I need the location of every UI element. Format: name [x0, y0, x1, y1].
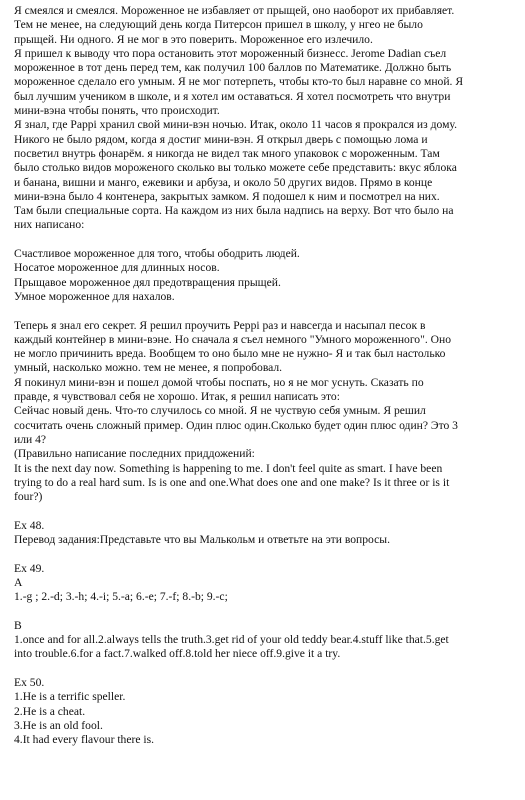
text-line: Никого не было рядом, когда я достиг мини-вэн. Я открыл дверь с помощью лома и: [14, 132, 428, 146]
story-paragraph-3: [14, 118, 515, 232]
blank-line: [14, 233, 515, 247]
text-line: умный, насколько можно. тем не менее, я попробовал.: [14, 361, 283, 375]
text-line: Там были специальные сорта. На каждом из них была надпись на верху. Вот что было на: [14, 204, 454, 218]
text-line: Сейчас новый день. Что-то случилось со мной. Я не чуствую себя умным. Я решил: [14, 404, 426, 418]
text-line: Носатое мороженное для длинных носов.: [14, 261, 220, 275]
text-line: Прыщавое мороженное дял предотвращения прыщей.: [14, 275, 281, 289]
text-line: каждый контейнер в мини-вэне. Но сначала я съел немного "Умного мороженного". Оно: [14, 332, 451, 346]
text-line: Перевод задания:Представьте что вы Малькольм и ответьте на эти вопросы.: [14, 532, 390, 546]
blank-line: [14, 304, 515, 318]
text-line: trying to do a real hard sum. Is is one and one.What does one and one make? Is it three or is it: [14, 475, 450, 489]
text-line: Счастливое мороженное для того, чтобы ободрить людей.: [14, 247, 300, 261]
blank-line: [14, 547, 515, 561]
text-line: Я покинул мини-вэн и пошел домой чтобы поспать, но я не мог уснуть. Сказать по: [14, 375, 424, 389]
text-line: four?): [14, 490, 43, 504]
exercise-heading: Ex 50.: [14, 675, 45, 689]
text-line: было столько видов мороженого сколько вы только можете себе представить: вкус яблока: [14, 161, 457, 175]
text-line: и банана, вишни и манго, ежевики и арбуза, и около 50 других видов. Прямо в конце: [14, 175, 433, 189]
text-line: Умное мороженное для нахалов.: [14, 289, 175, 303]
text-line: мороженное в тот день перед тем, как получил 100 баллов по Математике. Должно быть: [14, 61, 452, 75]
text-line: Тем не менее, на следующий день когда Питерсон пришел в школу, у нгео не было: [14, 18, 423, 32]
exercise-50: [14, 676, 515, 747]
text-line: прыщей. Ни одного. Я не мог в это поверить. Мороженное его излечило.: [14, 32, 373, 46]
answer-line: 4.It had every flavour there is.: [14, 733, 155, 747]
text-line: сосчитать очень сложный пример. Один плюс один.Сколько будет один плюс один? Это 3: [14, 418, 458, 432]
text-line: был лучшим учеником в школе, и я хотел им оставаться. Я хотел посмотреть что внутри: [14, 89, 451, 103]
blank-line: [14, 504, 515, 518]
text-line: мороженное сделало его умным. Я не мог потерпеть, чтобы кто-то был наравне со мной. Я: [14, 75, 464, 89]
text-line: правде, я чувствовал себя не хорошо. Итак, я решил написать это:: [14, 390, 340, 404]
answer-line: 1.once and for all.2.always tells the truth.3.get rid of your old teddy bear.4.stuff like that.5.get: [14, 633, 449, 647]
story-paragraph-4: [14, 319, 515, 505]
ice-cream-labels: [14, 247, 515, 304]
blank-line: [14, 662, 515, 676]
text-line: или 4?: [14, 432, 47, 446]
text-line: них написано:: [14, 218, 85, 232]
answer-line: into trouble.6.for a fact.7.walked off.8.told her niece off.9.give it a try.: [14, 647, 341, 661]
answer-line: 2.He is a cheat.: [14, 704, 86, 718]
section-letter: A: [14, 575, 23, 589]
exercise-49-b: [14, 619, 515, 662]
text-line: Я пришел к выводу что пора остановить этот мороженный бизнесс. Jerome Dadian съел: [14, 46, 447, 60]
text-line: It is the next day now. Something is happening to me. I don't feel quite as smart. I have been: [14, 461, 443, 475]
text-line: не могло причинить вреда. Вообщем то оно было мне не нужно- Я и так был настолько: [14, 347, 446, 361]
exercise-48: [14, 519, 515, 548]
answer-line: 1.-g ; 2.-d; 3.-h; 4.-i; 5.-a; 6.-e; 7.-f; 8.-b; 9.-c;: [14, 590, 228, 604]
exercise-heading: Ex 49.: [14, 561, 45, 575]
story-paragraph-1: [14, 4, 515, 47]
text-line: (Правильно написание последних приддожений:: [14, 447, 255, 461]
text-line: Я знал, где Pappi хранил свой мини-вэн ночью. Итак, около 11 часов я прокрался из дому.: [14, 118, 457, 132]
text-line: Я смеялся и смеялся. Мороженное не избавляет от прыщей, оно наоборот их прибавляет.: [14, 4, 455, 17]
text-line: мини-вэна чтобы понять, что происходит.: [14, 104, 220, 118]
answer-line: 1.He is a terrific speller.: [14, 690, 126, 704]
blank-line: [14, 604, 515, 618]
text-line: Теперь я знал его секрет. Я решил проучить Peppi раз и навсегда и насыпал песок в: [14, 318, 426, 332]
text-line: мини-вэна было 4 контенера, закрытых замком. Я подошел к ним и посмотрел на них.: [14, 189, 440, 203]
text-line: посветил внутрь фонарём. я никогда не видел так много упаковок с мороженным. Там: [14, 146, 440, 160]
section-letter: B: [14, 618, 22, 632]
answer-line: 3.He is an old fool.: [14, 718, 103, 732]
exercise-49-a: [14, 562, 515, 605]
exercise-heading: Ex 48.: [14, 518, 45, 532]
story-paragraph-2: [14, 47, 515, 118]
